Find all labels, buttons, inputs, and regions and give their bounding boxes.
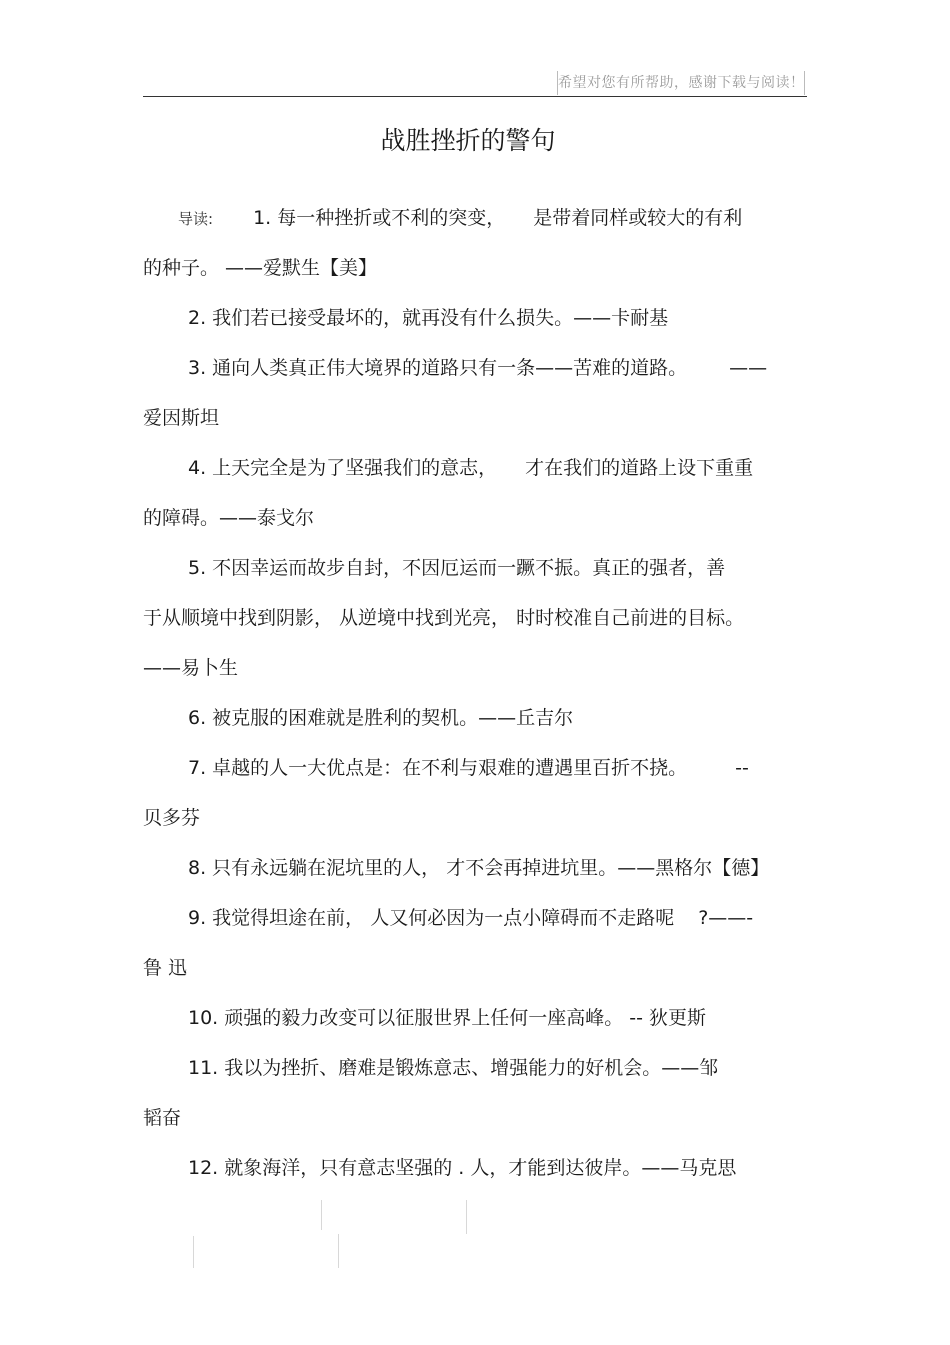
text-line: 鲁 迅 (143, 957, 188, 979)
text-segment: ?——- (698, 907, 754, 929)
scan-artifact-line (193, 1236, 194, 1268)
header-note: 希望对您有所帮助，感谢下载与阅读！ (557, 71, 805, 95)
text-segment: 是带着同样或较大的有利 (533, 207, 743, 229)
text-line (143, 743, 807, 793)
text-line: 贝多芬 (143, 807, 201, 829)
text-line (143, 193, 807, 243)
text-line: 11. 我以为挫折、磨难是锻炼意志、增强能力的好机会。——邹 (188, 1057, 719, 1079)
scan-artifact-line (466, 1200, 467, 1234)
text-segment: -- (735, 757, 749, 779)
text-line: 爱因斯坦 (143, 407, 220, 429)
text-line: 的种子。 ——爱默生【美】 (143, 257, 378, 279)
text-line: 10. 顽强的毅力改变可以征服世界上任何一座高峰。 -- 狄更斯 (188, 1007, 707, 1029)
scan-artifact-line (321, 1200, 322, 1230)
text-segment: —— (729, 357, 768, 379)
text-line: 12. 就象海洋，只有意志坚强的 . 人，才能到达彼岸。——马克思 (188, 1157, 737, 1179)
text-line: 2. 我们若已接受最坏的，就再没有什么损失。——卡耐基 (188, 307, 669, 329)
text-line: 5. 不因幸运而故步自封，不因厄运而一蹶不振。真正的强者，善 (188, 557, 726, 579)
text-line: 韬奋 (143, 1107, 182, 1129)
text-line: 8. 只有永远躺在泥坑里的人， 才不会再掉进坑里。——黑格尔【德】 (188, 857, 770, 879)
text-segment: 才在我们的道路上设下重重 (525, 457, 754, 479)
text-line (143, 343, 807, 393)
page-title: 战胜挫折的警句 (380, 126, 556, 155)
text-segment: 4. 上天完全是为了坚强我们的意志， (188, 457, 498, 479)
text-line: 于从顺境中找到阴影， 从逆境中找到光亮， 时时校准自己前进的目标。 (143, 607, 745, 629)
text-line: 6. 被克服的困难就是胜利的契机。——丘吉尔 (188, 707, 574, 729)
text-segment: 3. 通向人类真正伟大境界的道路只有一条——苦难的道路。 (188, 357, 688, 379)
header-rule (143, 96, 807, 97)
text-line (143, 893, 807, 943)
document-body (143, 193, 807, 1193)
text-line: 的障碍。——泰戈尔 (143, 507, 315, 529)
text-segment: 7. 卓越的人一大优点是：在不利与艰难的遭遇里百折不挠。 (188, 757, 688, 779)
text-line: ——易卜生 (143, 657, 239, 679)
lead-label: 导读: (178, 210, 214, 228)
text-segment: 9. 我觉得坦途在前， 人又何必因为一点小障碍而不走路呢 (188, 907, 675, 929)
scan-artifact-line (338, 1234, 339, 1268)
text-segment: 1. 每一种挫折或不利的突变， (253, 207, 506, 229)
text-line (143, 443, 807, 493)
